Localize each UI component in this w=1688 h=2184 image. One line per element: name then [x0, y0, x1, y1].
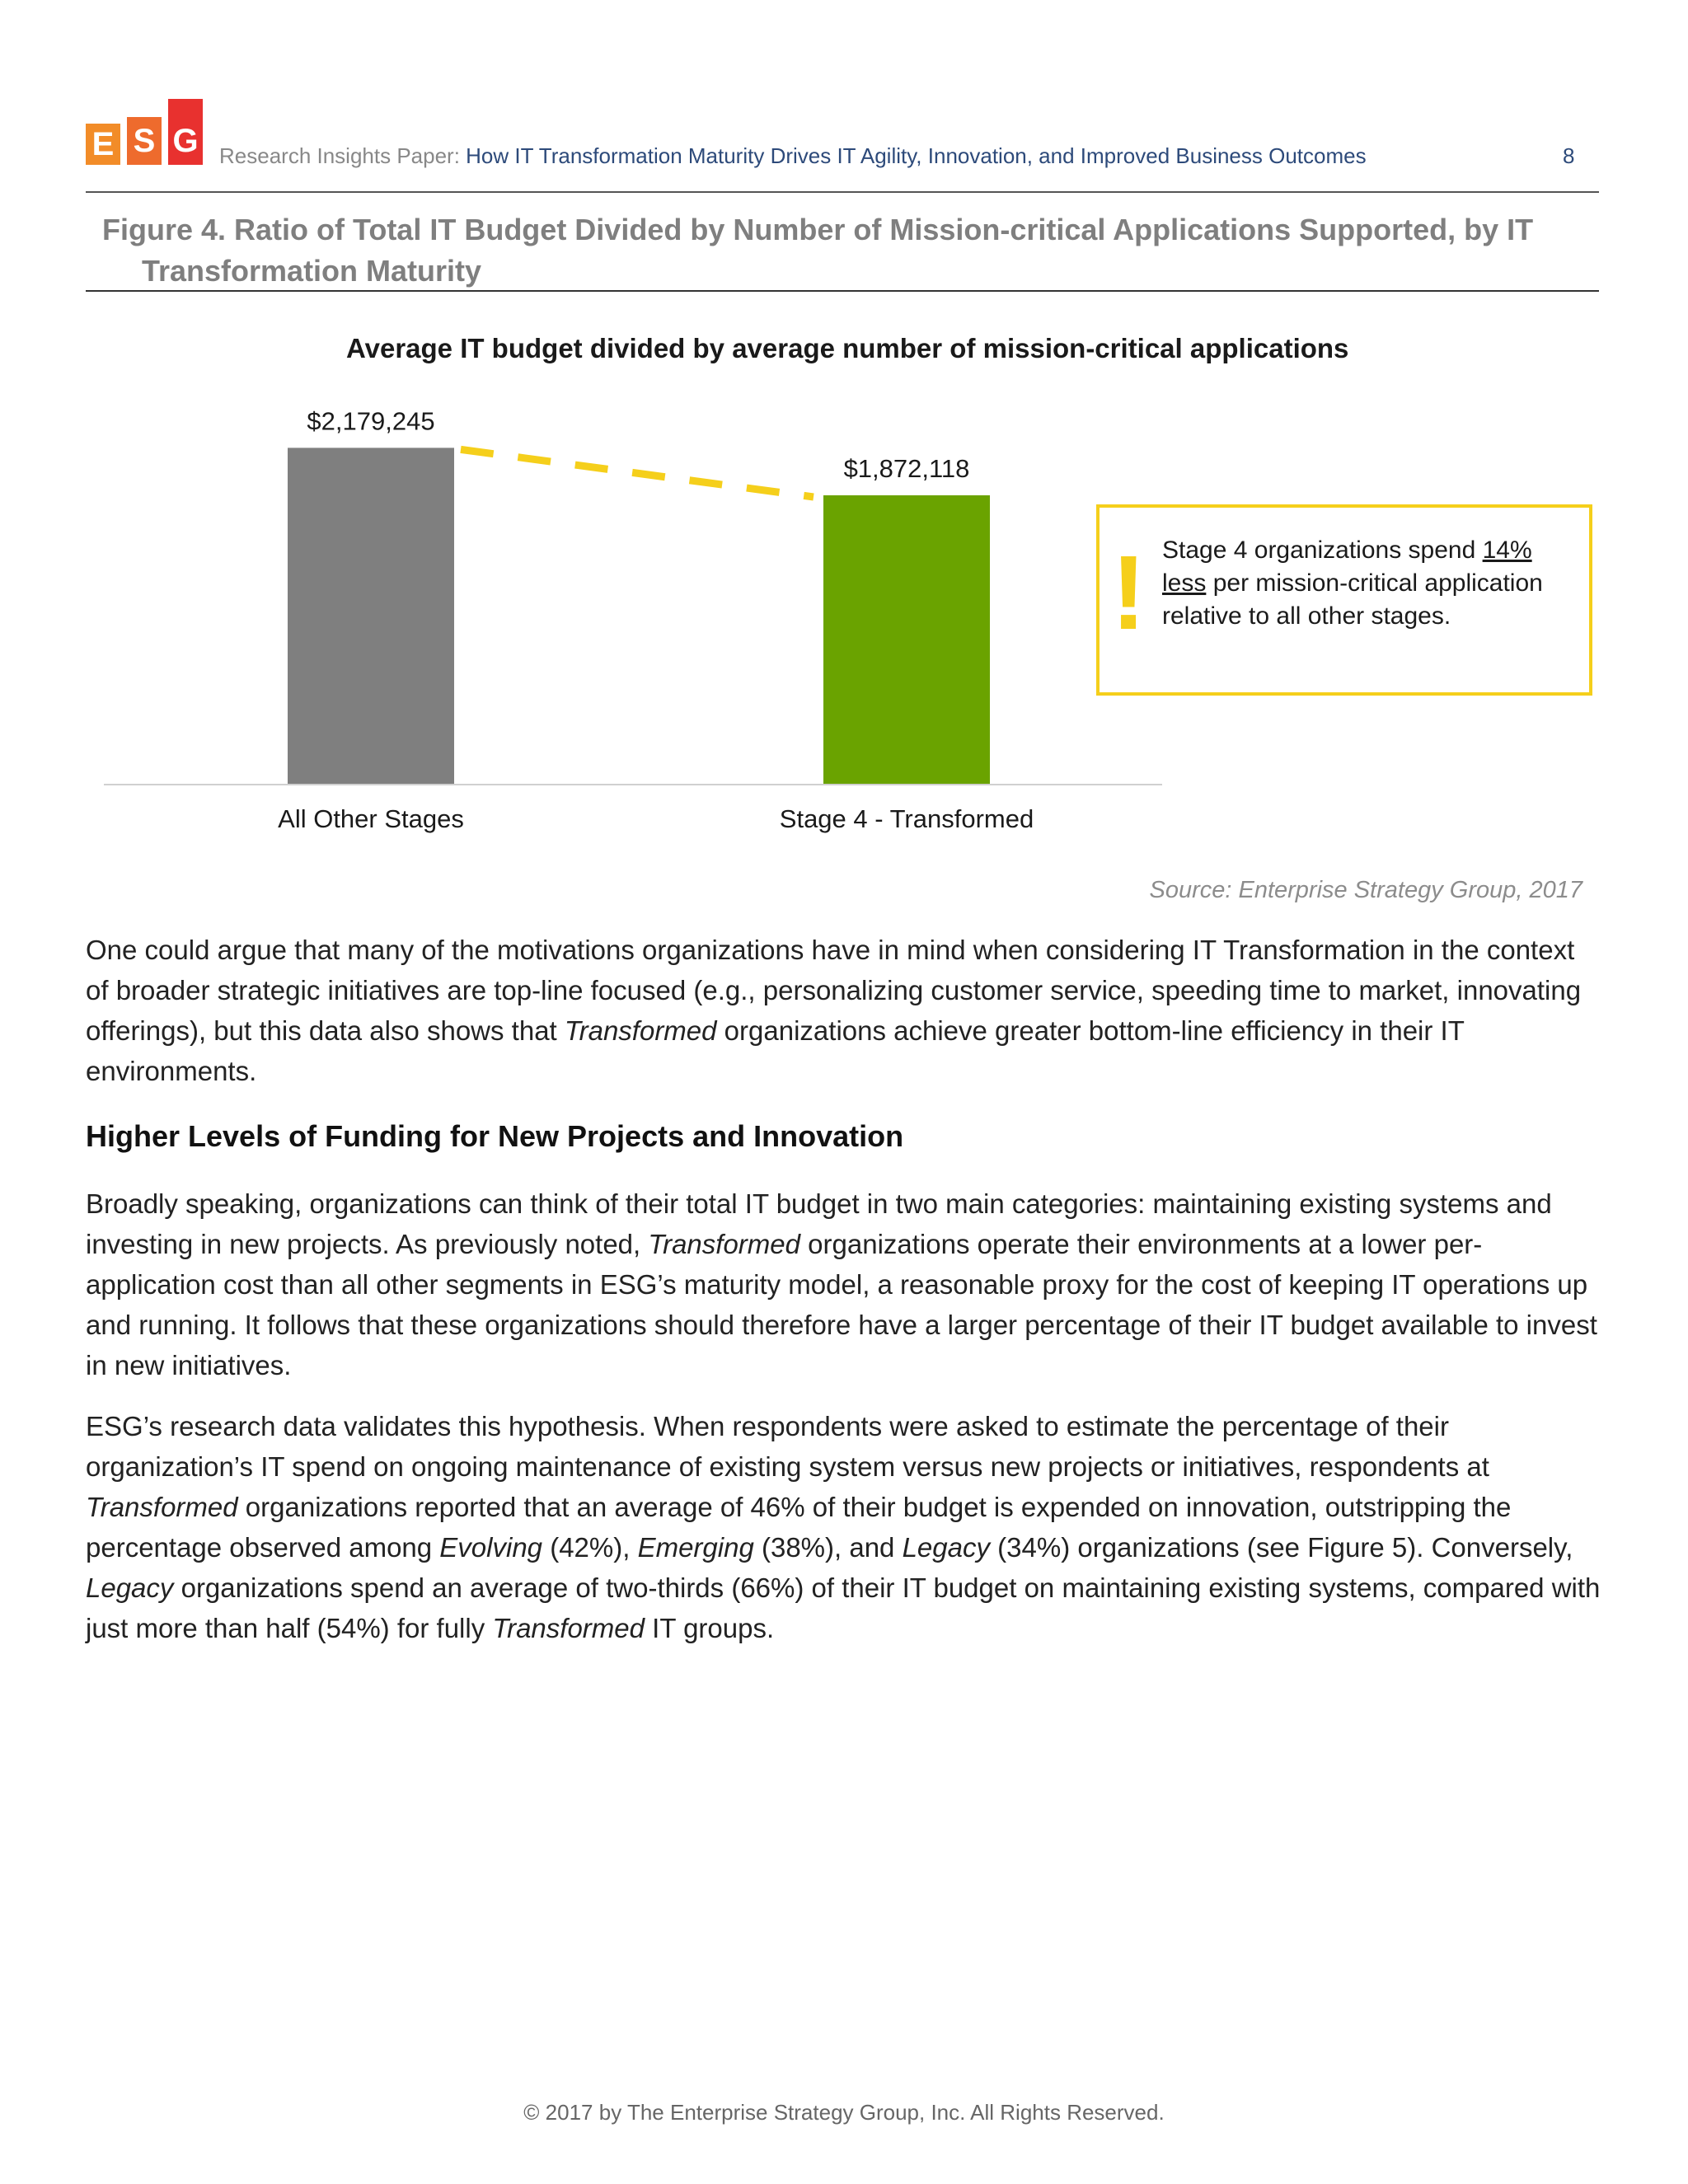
logo-letter-e: E — [86, 124, 120, 165]
paragraph-3-text-f: organizations spend an average of two-thirds (66%) of their IT budget on maintaining existing systems, compared with just more than half (54%) for fully — [86, 1572, 1601, 1643]
paragraph-3-text-a: ESG’s research data validates this hypothesis. When respondents were asked to estimate the percentage of their organization’s IT spend on ongoing maintenance of existing system versus new projects or initiatives, respondents at — [86, 1411, 1489, 1482]
figure-divider — [86, 290, 1599, 292]
section-heading: Higher Levels of Funding for New Projects and Innovation — [86, 1119, 904, 1153]
logo-letter-s: S — [127, 117, 162, 165]
paragraph-3-text-e: (34%) organizations (see Figure 5). Conversely, — [990, 1532, 1573, 1563]
data-label-1: $2,179,245 — [307, 406, 435, 436]
trend-dashed-line — [461, 449, 814, 497]
paragraph-3-emphasis-5: Legacy — [86, 1572, 174, 1603]
category-label-1: All Other Stages — [278, 804, 464, 833]
paragraph-3-emphasis-6: Transformed — [492, 1613, 645, 1643]
figure-caption — [102, 209, 1586, 292]
paragraph-1-text-end: organizations achieve greater bottom-line efficiency in their IT environments. — [86, 1015, 1465, 1086]
header-divider — [86, 191, 1599, 193]
figure-caption-line2: Transformation Maturity — [142, 254, 482, 288]
data-label-2: $1,872,118 — [843, 453, 970, 483]
figure-caption-line1: Figure 4. Ratio of Total IT Budget Divided by Number of Mission-critical Applications Supported, by IT — [102, 213, 1534, 246]
paragraph-3-text-b: organizations reported that an average of 46% of their budget is expended on innovation, outstripping the percentage observed among — [86, 1492, 1512, 1563]
paragraph-3-emphasis-1: Transformed — [86, 1492, 238, 1522]
chart-title: Average IT budget divided by average number of mission-critical applications — [346, 333, 1349, 363]
category-label-2: Stage 4 - Transformed — [779, 804, 1034, 833]
paragraph-3-emphasis-4: Legacy — [902, 1532, 990, 1563]
paragraph-1 — [86, 930, 1602, 1091]
header-title: How IT Transformation Maturity Drives IT Agility, Innovation, and Improved Business Outcomes — [466, 143, 1367, 168]
callout-text-underlined: 14% less — [1162, 537, 1532, 597]
logo-letter-g: G — [168, 99, 203, 165]
paragraph-3-text-g: IT groups. — [645, 1613, 775, 1643]
callout-box — [1096, 504, 1592, 696]
copyright-footer: © 2017 by The Enterprise Strategy Group, Inc. All Rights Reserved. — [523, 2100, 1165, 2125]
paragraph-1-text: One could argue that many of the motivations organizations have in mind when considering IT Transformation in the context of broader strategic initiatives are top-line focused (e.g., personalizing customer service, speeding time to market, innovating offerings), but this data also shows that — [86, 935, 1582, 1046]
running-header — [219, 143, 1367, 169]
bar-1 — [288, 448, 454, 785]
paragraph-3-text-d: (38%), and — [753, 1532, 903, 1563]
callout-text — [1162, 534, 1574, 633]
callout-text-before: Stage 4 organizations spend — [1162, 537, 1483, 564]
paragraph-2-text-end: organizations operate their environments at a lower per-application cost than all other segments in ESG’s maturity model, a reasonable proxy for the cost of keeping IT operations up and running. It follows that these organizations should therefore have a larger percentage of their IT budget available to invest in new initiatives. — [86, 1229, 1597, 1380]
header-prefix: Research Insights Paper: — [219, 143, 467, 168]
paragraph-1-emphasis: Transformed — [564, 1015, 717, 1046]
paragraph-3-emphasis-3: Emerging — [637, 1532, 754, 1563]
paragraph-3 — [86, 1406, 1602, 1648]
exclamation-icon: ! — [1111, 534, 1146, 652]
paragraph-2 — [86, 1183, 1602, 1385]
bar-chart — [86, 363, 1190, 874]
esg-logo — [86, 97, 203, 165]
callout-text-after: per mission-critical application relative to all other stages. — [1162, 569, 1543, 630]
page-number: 8 — [1563, 143, 1575, 168]
paragraph-3-text-c: (42%), — [542, 1532, 638, 1563]
paragraph-2-emphasis: Transformed — [648, 1229, 800, 1259]
bar-2 — [823, 495, 990, 785]
paragraph-2-text: Broadly speaking, organizations can think of their total IT budget in two main categories: maintaining existing systems and investing in new projects. As previously noted, — [86, 1188, 1552, 1259]
paragraph-3-emphasis-2: Evolving — [439, 1532, 543, 1563]
figure-source: Source: Enterprise Strategy Group, 2017 — [1149, 877, 1582, 903]
